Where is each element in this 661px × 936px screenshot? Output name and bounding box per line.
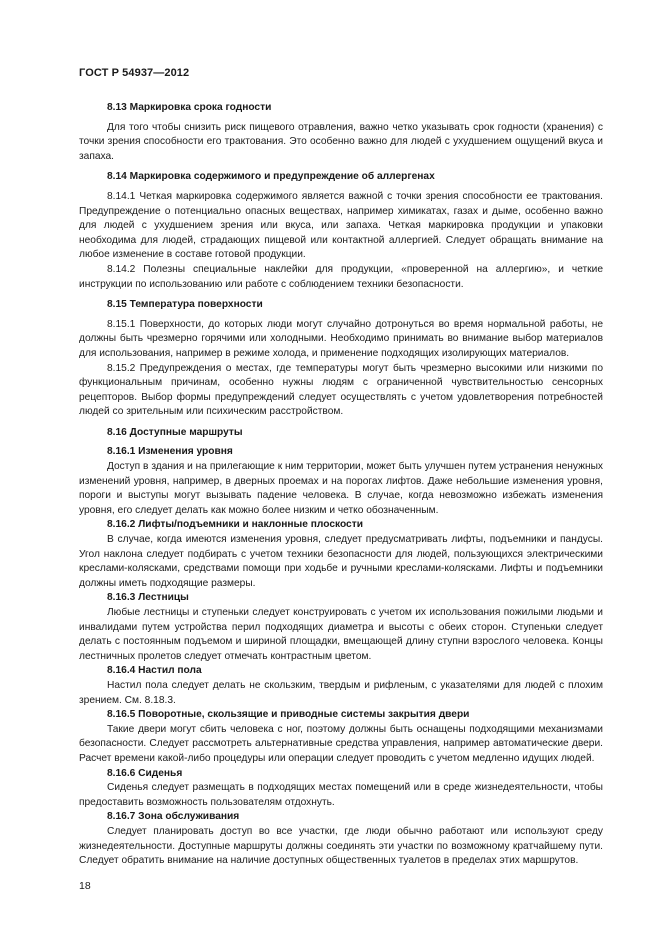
section-heading: 8.16.4 Настил пола <box>107 665 202 677</box>
section-heading: 8.16.7 Зона обслуживания <box>107 811 240 823</box>
paragraph: Сиденья следует размещать в подходящих местах помещений или в среде жизнедеятельности, чтобы предоставить возможность пользователям отдохнуть. <box>79 782 603 808</box>
document-header: ГОСТ Р 54937—2012 <box>79 67 190 79</box>
section-heading: 8.16 Доступные маршруты <box>107 426 243 438</box>
section-heading: 8.16.3 Лестницы <box>107 592 189 604</box>
paragraph: Любые лестницы и ступеньки следует конструировать с учетом их использования пожилыми людьми и инвалидами путем устройства перил подходящих диаметра и высоты с обеих сторон. Ступеньки следует делать с постоянным подъемом и шириной площадки, вмещающей длину ступни взрослого человека. Концы лестничных пролетов следует отмечать контрастным цветом. <box>79 607 603 662</box>
paragraph: Следует планировать доступ во все участки, где люди обычно работают или используют среду жизнедеятельности. Доступные маршруты должны соединять эти участки по возможному кратчайшему пути. Следует обратить внимание на наличие доступных общественных туалетов в пределах этих маршрутов. <box>79 825 603 867</box>
paragraph: В случае, когда имеются изменения уровня, следует предусматривать лифты, подъемники и пандусы. Угол наклона следует подбирать с учетом техники безопасности для людей, пользующихся электрическими креслами-колясками, средствами помощи при ходьбе и ручными креслами-колясками. Лифты и подъемники должны иметь подходящие размеры. <box>79 534 603 589</box>
section-heading: 8.16.2 Лифты/подъемники и наклонные плоскости <box>107 519 363 531</box>
section-heading: 8.16.6 Сиденья <box>107 767 183 779</box>
paragraph: 8.14.2 Полезны специальные наклейки для продукции, «проверенной на аллергию», и четкие инструкции по использованию или работе с соблюдением техники безопасности. <box>79 263 603 290</box>
paragraph: 8.15.2 Предупреждения о местах, где температуры могут быть чрезмерно высокими или низкими по функциональным причинам, особенно нужны людям с ограниченной чувствительностью сенсорных рецепторов. Выбор формы предупреждений следует осуществлять с учетом удовлетворения потребностей людей со зрительным или психическим расстройством. <box>79 362 603 418</box>
document-body <box>79 95 603 869</box>
paragraph: Настил пола следует делать не скользким, твердым и рифленым, с указателями для людей с плохим зрением. См. 8.18.3. <box>79 679 603 706</box>
paragraph: Для того чтобы снизить риск пищевого отравления, важно четко указывать срок годности (хранения) с точки зрения способности его трактования. Это особенно важно для людей с ухудшением ощущений вкуса и запаха. <box>79 121 603 162</box>
section-heading: 8.13 Маркировка срока годности <box>107 102 272 113</box>
section-heading: 8.16.1 Изменения уровня <box>107 446 233 458</box>
paragraph: 8.15.1 Поверхности, до которых люди могут случайно дотронуться во время нормальной работы, не должны быть чрезмерно горячими или холодными. Необходимо принимать во внимание выбор материалов для использования, например в режиме холода, и применение подходящих изолирующих материалов. <box>79 318 603 359</box>
paragraph: Доступ в здания и на прилегающие к ним территории, может быть улучшен путем устранения ненужных изменений уровня, например, в дверных проемах и на порогах лифтов. Даже небольшие изменения уровня, пороги и выступы могут вызывать падение человека. В случае, когда невозможно избежать изменения уровня, его следует делать как можно более низким и четко обозначенным. <box>79 461 603 516</box>
page-number: 18 <box>79 880 91 892</box>
paragraph: Такие двери могут сбить человека с ног, поэтому должны быть оснащены подходящими механизмами безопасности. Следует рассмотреть альтернативные средства управления, например автоматические двери. Расчет времени какой-либо процедуры или операции следует проводить с учетом медленно идущих людей. <box>79 723 603 764</box>
section-heading: 8.16.5 Поворотные, скользящие и приводные системы закрытия двери <box>107 709 470 721</box>
section-heading: 8.14 Маркировка содержимого и предупреждение об аллергенах <box>107 171 435 183</box>
paragraph: 8.14.1 Четкая маркировка содержимого является важной с точки зрения способности ее трактования. Предупреждение о потенциально опасных веществах, например химикатах, газах и дыме, особенно важно для людей с ухудшением зрения или вкуса, или запаха. Четкая маркировка продукции и упаковки необходима для людей, страдающих пищевой или контактной аллергией. Следует обращать внимание на любое изменение в составе готовой продукции. <box>79 190 603 261</box>
section-heading: 8.15 Температура поверхности <box>107 299 263 311</box>
